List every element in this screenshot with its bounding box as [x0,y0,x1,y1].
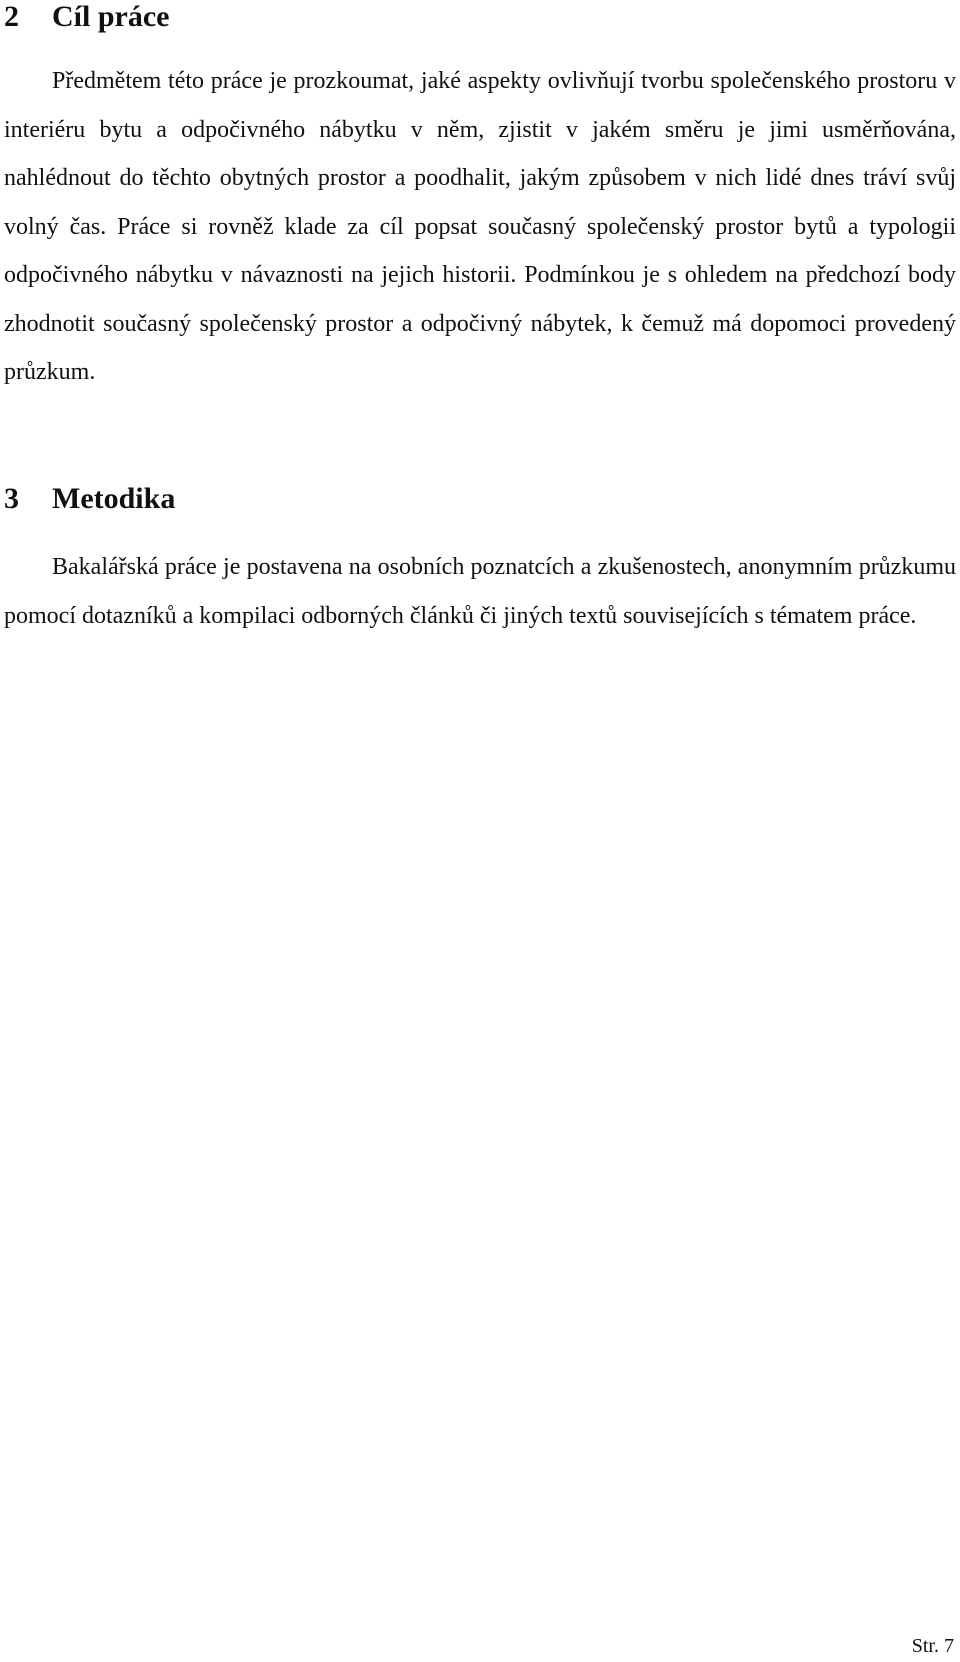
section-paragraph-metodika: Bakalářská práce je postavena na osobních poznatcích a zkušenostech, anonymním průzkumu pomocí dotazníků a kompilaci odborných článků či jiných textů souvisejících s tématem práce. [4,554,956,629]
section-number: 2 [4,0,19,33]
section-heading-metodika [4,482,175,516]
section-title: Metodika [52,482,176,515]
section-heading-cil-prace [4,0,169,34]
section-number: 3 [4,482,19,515]
page-number: Str. 7 [911,1635,954,1657]
section-paragraph-cil-prace: Předmětem této práce je prozkoumat, jaké aspekty ovlivňují tvorbu společenského prostoru v interiéru bytu a odpočivného nábytku v něm, zjistit v jakém směru je jimi usměrňována, nahlédnout do těchto obytných prostor a poodhalit, jakým způsobem v nich lidé dnes tráví svůj volný čas. Práce si rovněž klade za cíl popsat současný společenský prostor bytů a typologii odpočivného nábytku v návaznosti na jejich historii. Podmínkou je s ohledem na předchozí body zhodnotit současný společenský prostor a odpočivný nábytek, k čemuž má dopomoci provedený průzkum. [4,68,956,385]
section-title: Cíl práce [52,0,170,33]
